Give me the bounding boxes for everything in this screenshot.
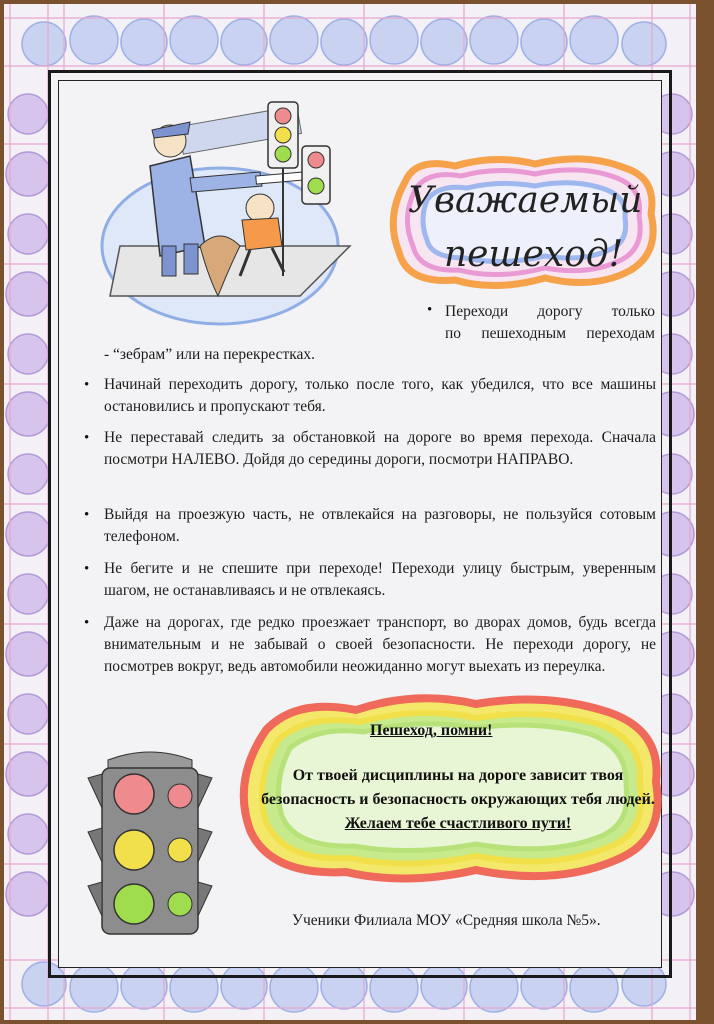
intro-line1: Переходи дорогу только	[445, 303, 655, 320]
bullet-marker: •	[84, 615, 90, 631]
reminder-wish: Желаем тебе счастливого пути!	[344, 815, 572, 832]
reminder-heading: Пешеход, помни!	[370, 722, 493, 739]
bullet-marker: •	[427, 302, 433, 318]
bullet-marker: •	[84, 377, 90, 393]
rule-item-5: Даже на дорогах, где редко проезжает транспорт, во дворах домов, будь всегда внимательным и не забывай о своей безопасности. Не переходи дорогу, не посмотрев вокруг, ведь автомобили неожиданно могут выехать из переулка.	[104, 614, 656, 675]
poster-title-line1: Уважаемый	[408, 180, 643, 221]
reminder-text: От твоей дисциплины на дороге зависит твоя безопасность и безопасность окружающих тебя людей.	[261, 767, 655, 808]
rule-item-3: Выйдя на проезжую часть, не отвлекайся на разговоры, не пользуйся сотовым телефоном.	[104, 506, 656, 545]
bullet-marker: •	[84, 561, 90, 577]
traffic-police-officer-illustration	[100, 96, 370, 326]
traffic-light-icon	[80, 748, 220, 944]
rule-item-2: Не переставай следить за обстановкой на дороге во время перехода. Сначала посмотри НАЛЕВО. Дойдя до середины дороги, посмотри НАПРАВО.	[104, 429, 656, 468]
rule-item-4: Не бегите и не спешите при переходе! Переходи улицу быстрым, уверенным шагом, не останавливаясь и не отвлекаясь.	[104, 560, 656, 599]
poster-title-line2: пешеход!	[444, 234, 624, 275]
reminder-body	[258, 764, 658, 836]
signature: Ученики Филиала МОУ «Средняя школа №5».	[292, 912, 601, 929]
intro-line3: - “зебрам” или на перекрестках.	[104, 346, 316, 363]
intro-text	[445, 301, 655, 345]
intro-line2: по пешеходным переходам	[445, 325, 655, 342]
bullet-marker: •	[84, 507, 90, 523]
rule-item-1: Начинай переходить дорогу, только после того, как убедился, что все машины остановились и пропускают тебя.	[104, 376, 656, 415]
bullet-marker: •	[84, 430, 90, 446]
